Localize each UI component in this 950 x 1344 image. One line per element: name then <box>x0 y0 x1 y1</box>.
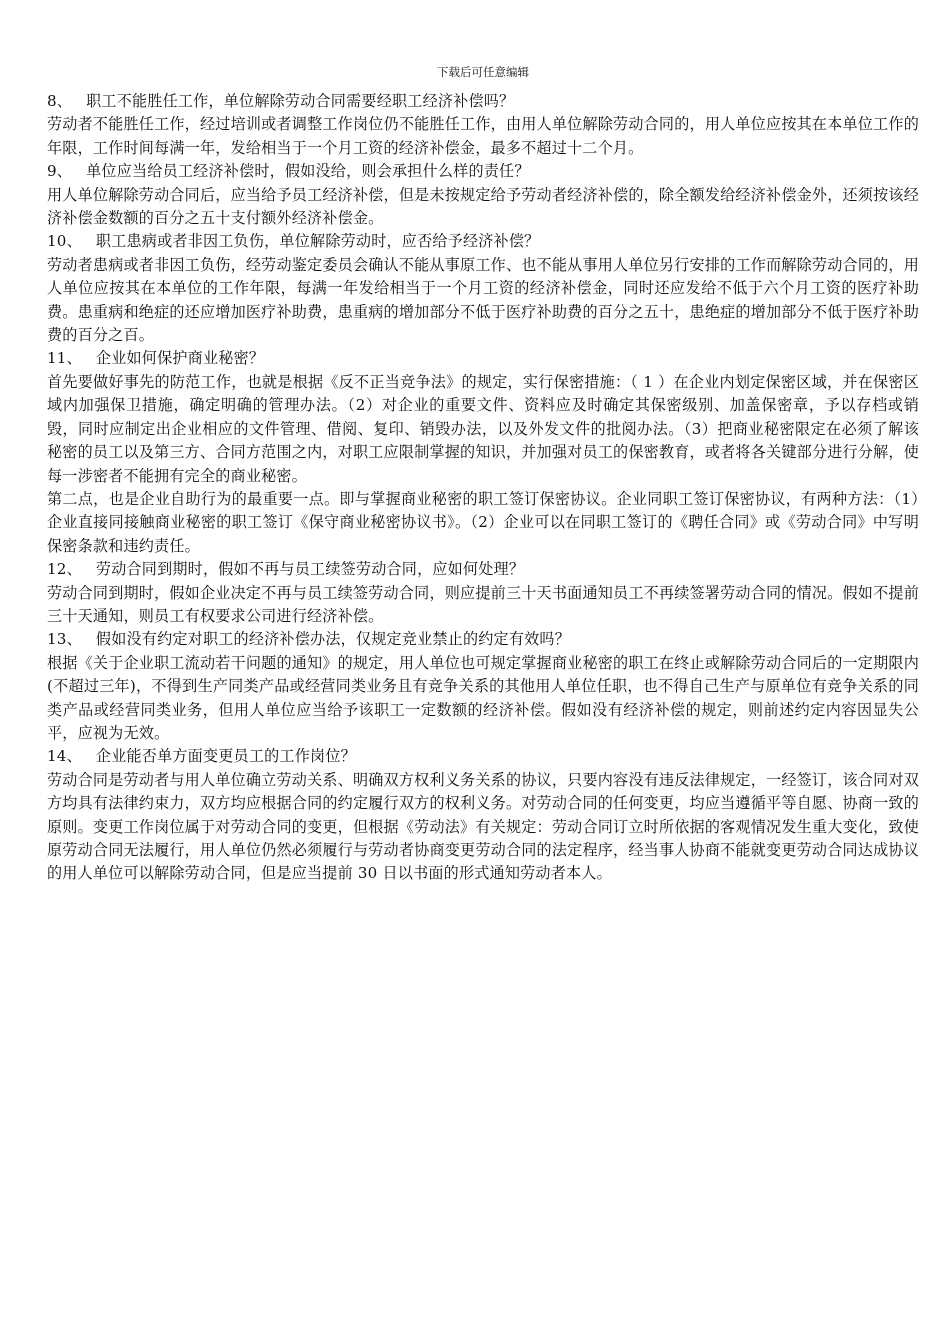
qa-item-8 <box>47 90 919 160</box>
qa-item-10 <box>47 230 919 347</box>
question-text: 单位应当给员工经济补偿时，假如没给，则会承担什么样的责任？ <box>86 162 530 181</box>
question-text: 假如没有约定对职工的经济补偿办法，仅规定竞业禁止的约定有效吗？ <box>95 630 571 649</box>
question-text: 职工患病或者非因工负伤，单位解除劳动时，应否给予经济补偿？ <box>95 232 540 251</box>
question-heading <box>47 160 919 183</box>
question-number: 14、 <box>47 747 82 766</box>
question-number: 9、 <box>47 162 73 181</box>
question-number: 12、 <box>47 560 82 579</box>
answer-paragraph: 根据《关于企业职工流动若干问题的通知》的规定，用人单位也可规定掌握商业秘密的职工在终止或解除劳动合同后的一定期限内(不超过三年)，不得到生产同类产品或经营同类业务且有竞争关系的其他用人单位任职，也不得自己生产与原单位有竞争关系的同类产品或经营同类业务，但用人单位应当给予该职工一定数额的经济补偿。假如没有经济补偿的规定，则前述约定内容因显失公平，应视为无效。 <box>47 653 919 742</box>
question-number: 8、 <box>47 92 73 110</box>
page-header: 下载后可任意编辑 <box>437 65 529 79</box>
question-number: 11、 <box>47 349 82 368</box>
question-heading <box>47 230 919 253</box>
answer-block <box>47 652 919 746</box>
document-page <box>47 62 919 886</box>
question-text: 职工不能胜任工作，单位解除劳动合同需要经职工经济补偿吗？ <box>86 92 515 110</box>
answer-block <box>47 582 919 629</box>
answer-block <box>47 371 919 558</box>
qa-item-14 <box>47 745 919 885</box>
question-text: 企业能否单方面变更员工的工作岗位？ <box>95 747 356 766</box>
question-heading <box>47 90 919 113</box>
qa-item-9 <box>47 160 919 230</box>
answer-paragraph: 劳动者不能胜任工作，经过培训或者调整工作岗位仍不能胜任工作，由用人单位解除劳动合同的，用人单位应按其在本单位工作的年限，工作时间每满一年，发给相当于一个月工资的经济补偿金，最多不超过十二个月。 <box>47 115 919 157</box>
answer-paragraph: 用人单位解除劳动合同后，应当给予员工经济补偿，但是未按规定给予劳动者经济补偿的，除全额发给经济补偿金外，还须按该经济补偿金数额的百分之五十支付额外经济补偿金。 <box>47 185 919 228</box>
question-heading <box>47 558 919 581</box>
answer-paragraph: 第二点，也是企业自助行为的最重要一点。即与掌握商业秘密的职工签订保密协议。企业同职工签订保密协议，有两种方法：（1）企业直接同接触商业秘密的职工签订《保守商业秘密协议书》。（2）企业可以在同职工签订的《聘任合同》或《劳动合同》中写明保密条款和违约责任。 <box>47 489 919 555</box>
answer-paragraph: 劳动者患病或者非因工负伤，经劳动鉴定委员会确认不能从事原工作、也不能从事用人单位另行安排的工作而解除劳动合同的，用人单位应按其在本单位的工作年限，每满一年发给相当于一个月工资的经济补偿金，同时还应发给不低于六个月工资的医疗补助费。患重病和绝症的还应增加医疗补助费，患重病的增加部分不低于医疗补助费的百分之五十，患绝症的增加部分不低于医疗补助费的百分之百。 <box>47 255 919 345</box>
qa-item-11 <box>47 347 919 558</box>
question-text: 企业如何保护商业秘密？ <box>95 349 265 368</box>
qa-item-12 <box>47 558 919 628</box>
answer-block <box>47 254 919 348</box>
qa-item-13 <box>47 628 919 745</box>
answer-block <box>47 113 919 160</box>
question-number: 10、 <box>47 232 82 251</box>
answer-block <box>47 769 919 886</box>
answer-paragraph: 首先要做好事先的防范工作，也就是根据《反不正当竞争法》的规定，实行保密措施：（ 1 ）在企业内划定保密区域，并在保密区域内加强保卫措施，确定明确的管理办法。（2）对企业的重要文件、资料应及时确定其保密级别、加盖保密章，予以存档或销毁，同时应制定出企业相应的文件管理、借阅、复印、销毁办法，以及外发文件的批阅办法。（3）把商业秘密限定在必须了解该秘密的员工以及第三方、合同方范围之内，对职工应限制掌握的知识，并加强对员工的保密教育，或者将各关键部分进行分解，使每一涉密者不能拥有完全的商业秘密。 <box>47 372 919 485</box>
answer-block <box>47 184 919 231</box>
question-number: 13、 <box>47 630 82 649</box>
question-heading <box>47 628 919 651</box>
answer-paragraph: 劳动合同到期时，假如企业决定不再与员工续签劳动合同，则应提前三十天书面通知员工不再续签署劳动合同的情况。假如不提前三十天通知，则员工有权要求公司进行经济补偿。 <box>47 583 919 625</box>
answer-paragraph: 劳动合同是劳动者与用人单位确立劳动关系、明确双方权利义务关系的协议，只要内容没有违反法律规定，一经签订，该合同对双方均具有法律约束力，双方均应根据合同的约定履行双方的权利义务。对劳动合同的任何变更，均应当遵循平等自愿、协商一致的原则。变更工作岗位属于对劳动合同的变更，但根据《劳动法》有关规定：劳动合同订立时所依据的客观情况发生重大变化，致使原劳动合同无法履行，用人单位仍然必须履行与劳动者协商变更劳动合同的法定程序，经当事人协商不能就变更劳动合同达成协议的用人单位可以解除劳动合同，但是应当提前 30 日以书面的形式通知劳动者本人。 <box>47 770 919 883</box>
question-heading <box>47 745 919 768</box>
question-text: 劳动合同到期时，假如不再与员工续签劳动合同，应如何处理？ <box>95 560 525 579</box>
question-heading <box>47 347 919 370</box>
